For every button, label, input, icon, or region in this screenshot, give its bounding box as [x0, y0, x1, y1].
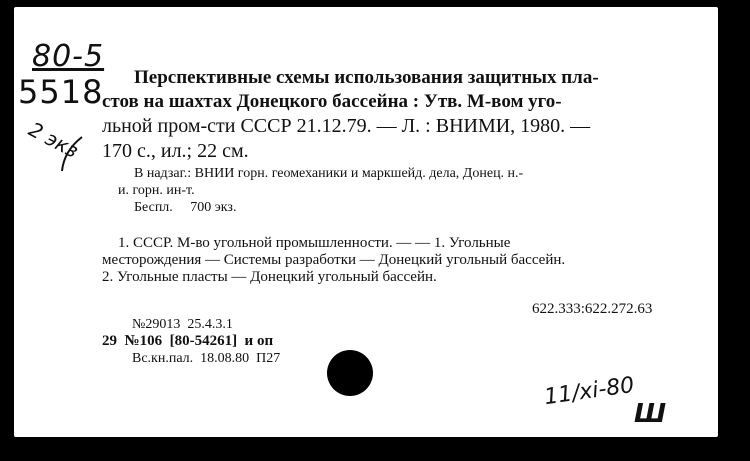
classification-code: 622.333:622.272.63 — [532, 301, 653, 317]
title-line-2: стов на шахтах Донецкого бассейна : Утв. М-вом уго- — [102, 91, 562, 112]
subject-line-3: 2. Угольные пласты — Донецкий угольный бассейн. — [102, 269, 437, 285]
note-line-1: В надзаг.: ВНИИ горн. геомеханики и маркшейд. дела, Донец. н.- — [134, 166, 524, 181]
price-line: Беспл. 700 экз. — [134, 200, 237, 215]
subject-line-1: 1. СССР. М-во угольной промышленности. — — 1. Угольные — [118, 235, 511, 251]
handwritten-initials: Ш — [634, 399, 667, 429]
handwritten-bracket — [56, 135, 86, 175]
card-number: №29013 25.4.3.1 — [132, 317, 233, 332]
title-line-4: 170 с., ил.; 22 см. — [102, 140, 249, 162]
card-punch-hole — [327, 350, 373, 396]
shelf-mark-bottom: 5518 — [18, 73, 104, 111]
shelf-mark-top: 80-5 — [32, 39, 105, 74]
subject-line-2: месторождения — Системы разработки — Донецкий угольный бассейн. — [102, 252, 566, 268]
note-line-2: и. горн. ин-т. — [118, 183, 195, 198]
handwritten-date: 11/xi-80 — [542, 372, 636, 411]
bottom-line-1: 29 №106 [80-54261] и оп — [102, 333, 274, 349]
title-line-1: Перспективные схемы использования защитных пла- — [134, 67, 599, 88]
margin-note: 2 экз — [24, 117, 83, 163]
bottom-line-2: Вс.кн.пал. 18.08.80 П27 — [132, 351, 281, 366]
title-line-3: льной пром-сти СССР 21.12.79. — Л. : ВНИМИ, 1980. — — [102, 115, 591, 137]
